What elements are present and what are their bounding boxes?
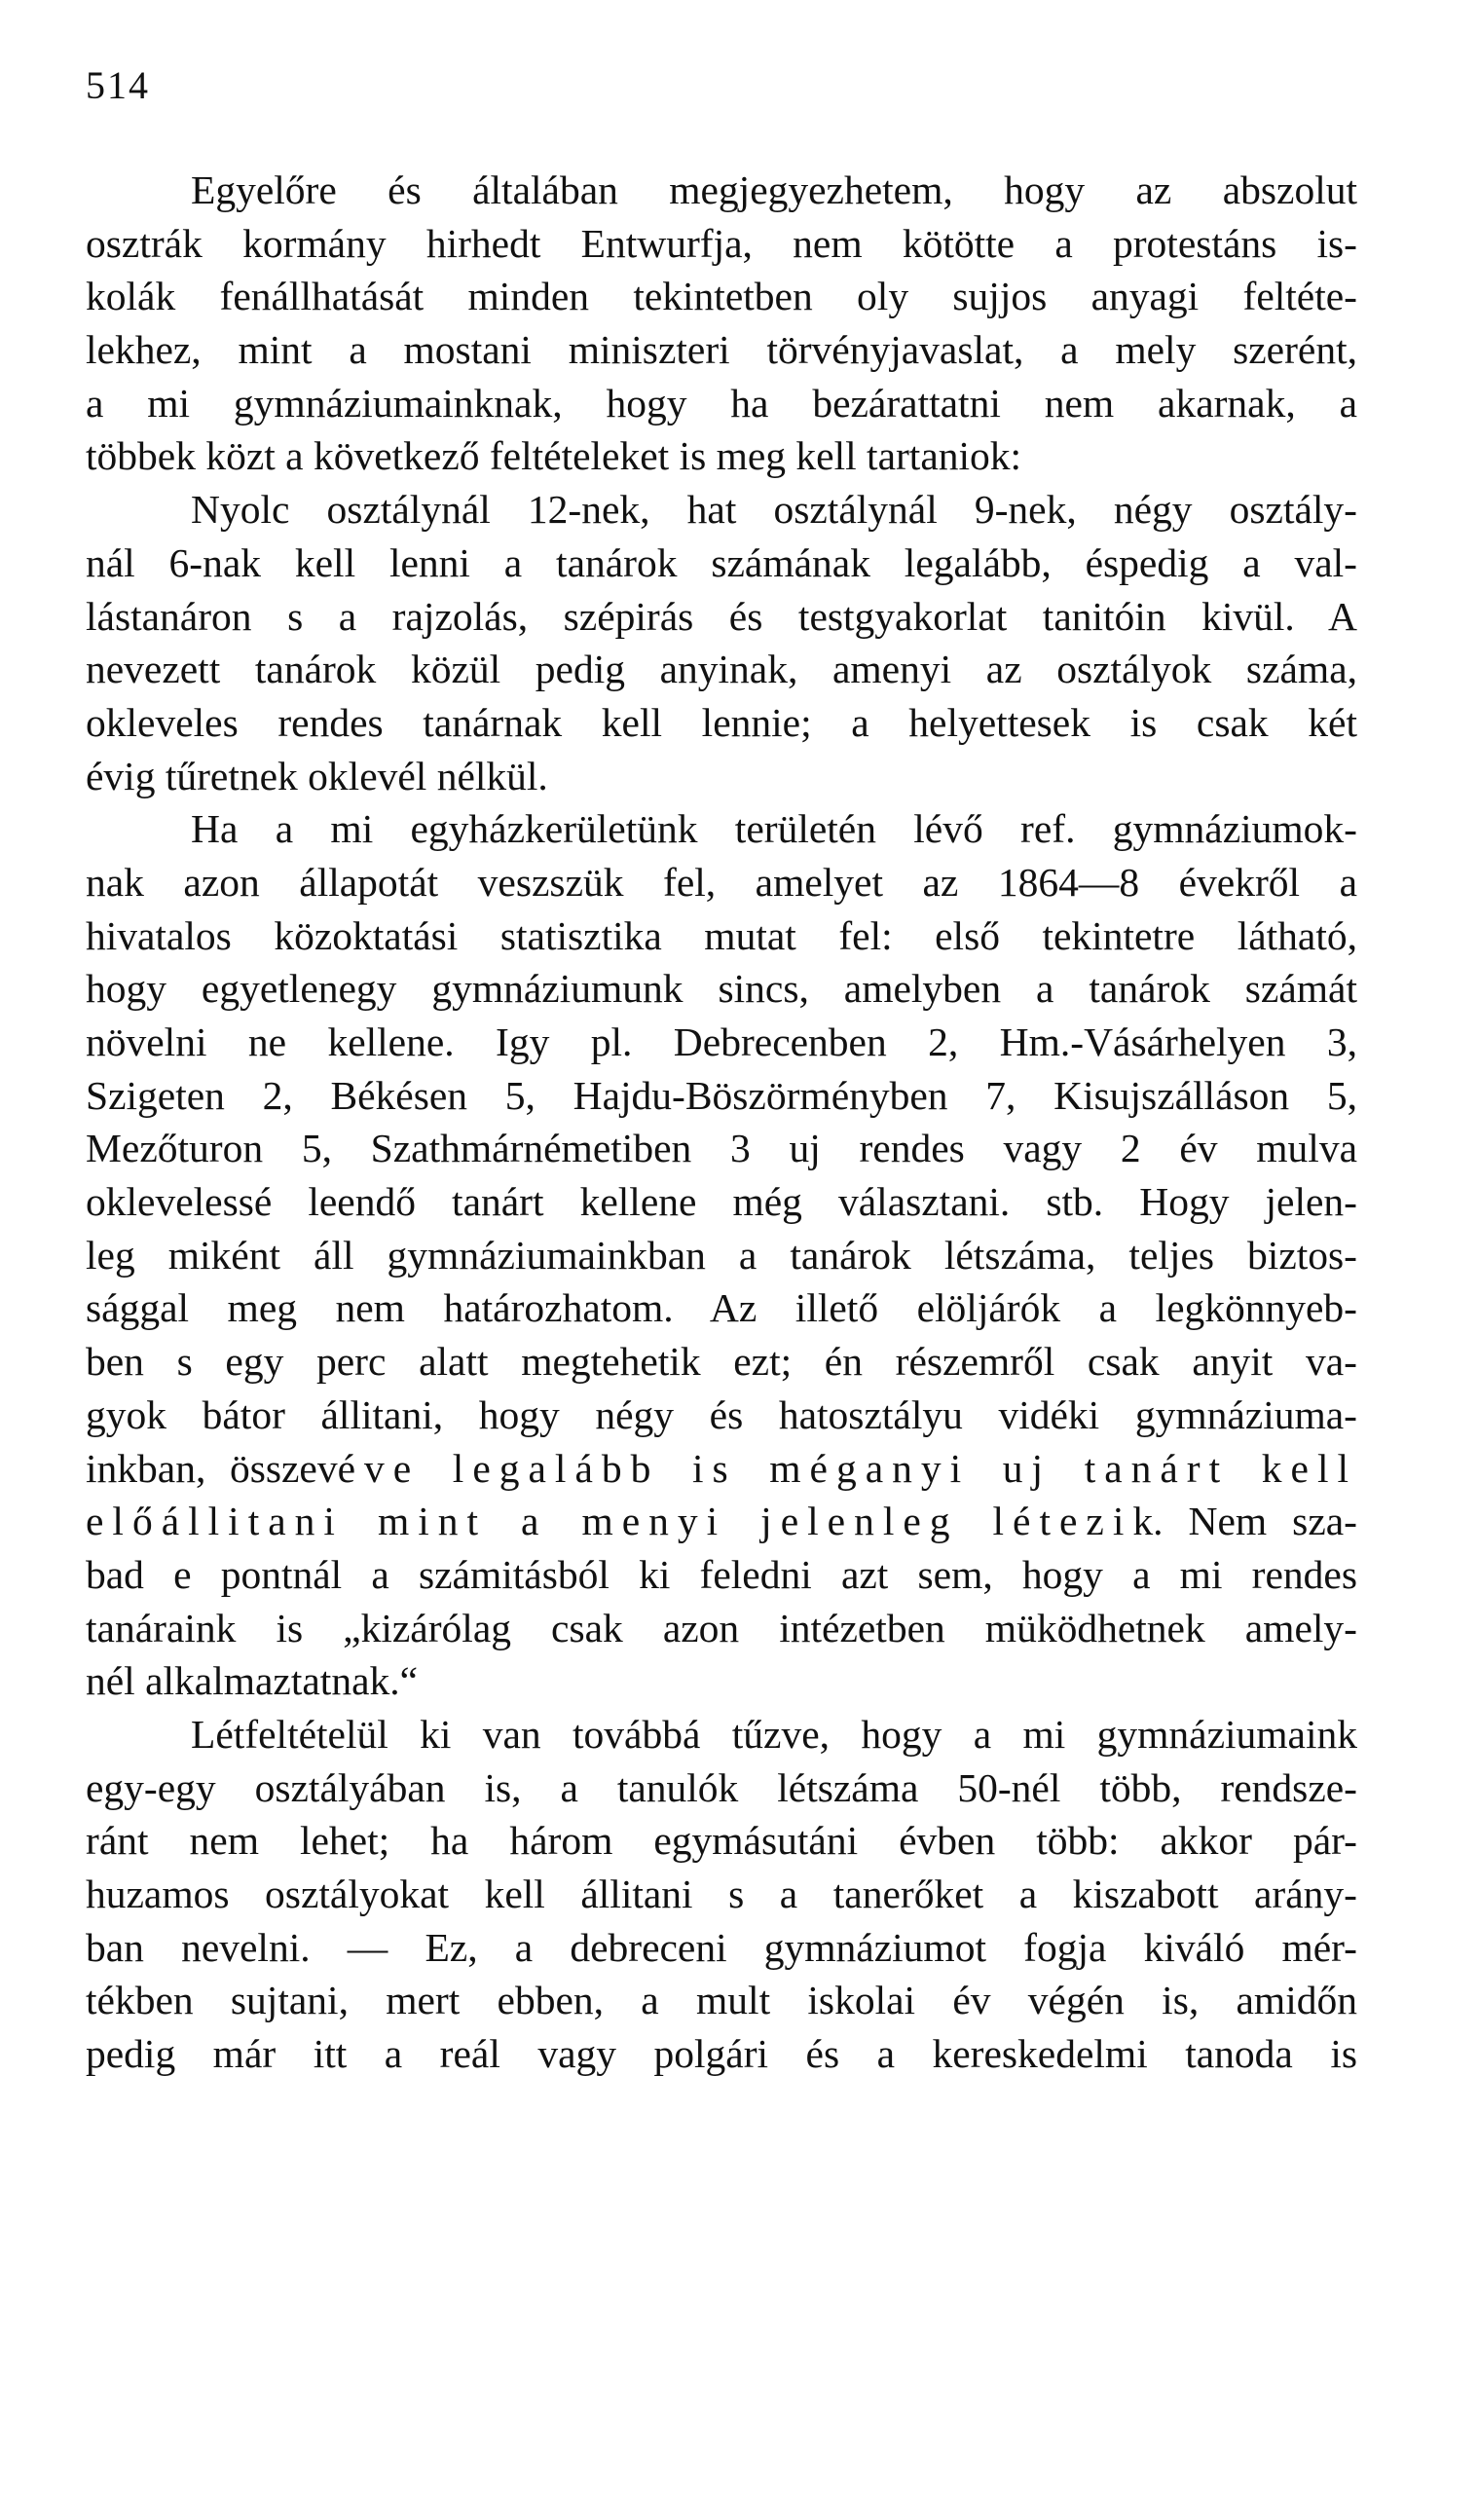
text-line: előállitani mint a menyi jelenleg létezik. Nem sza- <box>86 1499 1357 1544</box>
text-line: hogy egyetlenegy gymnáziumunk sincs, amelyben a tanárok számát <box>86 966 1357 1012</box>
text-line: lástanáron s a rajzolás, szépirás és testgyakorlat tanitóin kivül. A <box>86 593 1357 639</box>
text-line: Létfeltételül ki van továbbá tűzve, hogy a mi gymnáziumaink <box>191 1711 1357 1757</box>
text-line: okleveles rendes tanárnak kell lennie; a helyettesek is csak két <box>86 699 1357 745</box>
text-line: oklevelessé leendő tanárt kellene még választani. stb. Hogy jelen- <box>86 1179 1357 1225</box>
text-line: egy-egy osztályában is, a tanulók létszáma 50-nél több, rendsze- <box>86 1764 1357 1810</box>
text-line: tanáraink is „kizárólag csak azon intézetben müködhetnek amely- <box>86 1605 1357 1650</box>
text-line: osztrák kormány hirhedt Entwurfja, nem kötötte a protestáns is- <box>86 220 1357 266</box>
text-line: gyok bátor állitani, hogy négy és hatosztályu vidéki gymnáziuma- <box>86 1391 1357 1437</box>
text-line: leg miként áll gymnáziumainkban a tanárok létszáma, teljes biztos- <box>86 1232 1357 1278</box>
page-number: 514 <box>86 63 150 107</box>
text-line: nevezett tanárok közül pedig anyinak, amenyi az osztályok száma, <box>86 647 1357 692</box>
text-line: a mi gymnáziumainknak, hogy ha bezárattatni nem akarnak, a <box>86 380 1357 426</box>
text-line: lekhez, mint a mostani miniszteri törvényjavaslat, a mely szerént, <box>86 327 1357 373</box>
text-line: évig tűretnek oklevél nélkül. <box>86 753 548 798</box>
text-line: Nyolc osztálynál 12-nek, hat osztálynál 9-nek, négy osztály- <box>191 487 1357 533</box>
text-line: növelni ne kellene. Igy pl. Debrecenben 2, Hm.-Vásárhelyen 3, <box>86 1019 1357 1064</box>
text-line: többek közt a következő feltételeket is meg kell tartaniok: <box>86 433 1022 479</box>
text-line: pedig már itt a reál vagy polgári és a kereskedelmi tanoda is <box>86 2031 1357 2077</box>
text-line: Mezőturon 5, Szathmárnémetiben 3 uj rendes vagy 2 év mulva <box>86 1126 1357 1171</box>
text-line: kolák fenállhatását minden tekintetben oly sujjos anyagi feltéte- <box>86 274 1357 319</box>
text-line: hivatalos közoktatási statisztika mutat fel: első tekintetre látható, <box>86 912 1357 958</box>
text-line: tékben sujtani, mert ebben, a mult iskolai év végén is, amidőn <box>86 1978 1357 2023</box>
text-line: bad e pontnál a számitásból ki feledni azt sem, hogy a mi rendes <box>86 1551 1357 1597</box>
text-line: ránt nem lehet; ha három egymásutáni évben több: akkor pár- <box>86 1818 1357 1864</box>
text-line: nál 6-nak kell lenni a tanárok számának legalább, éspedig a val- <box>86 539 1357 585</box>
body-text <box>86 164 1357 2081</box>
text-line: nél alkalmaztatnak.“ <box>86 1658 419 1704</box>
text-line: sággal meg nem határozhatom. Az illető elöljárók a legkönnyeb- <box>86 1285 1357 1331</box>
text-line: ben s egy perc alatt megtehetik ezt; én részemről csak anyit va- <box>86 1339 1357 1385</box>
text-line: Ha a mi egyházkerületünk területén lévő ref. gymnáziumok- <box>191 806 1357 852</box>
text-line: huzamos osztályokat kell állitani s a tanerőket a kiszabott arány- <box>86 1871 1357 1916</box>
text-line: Szigeten 2, Békésen 5, Hajdu-Böszörményben 7, Kisujszálláson 5, <box>86 1072 1357 1118</box>
text-line: ban nevelni. — Ez, a debreceni gymnáziumot fogja kiváló mér- <box>86 1924 1357 1970</box>
text-line: nak azon állapotát veszszük fel, amelyet az 1864—8 évekről a <box>86 859 1357 905</box>
text-line: inkban, összevéve legalább is méganyi uj tanárt kell <box>86 1445 1358 1491</box>
text-line: Egyelőre és általában megjegyezhetem, hogy az abszolut <box>191 167 1357 212</box>
